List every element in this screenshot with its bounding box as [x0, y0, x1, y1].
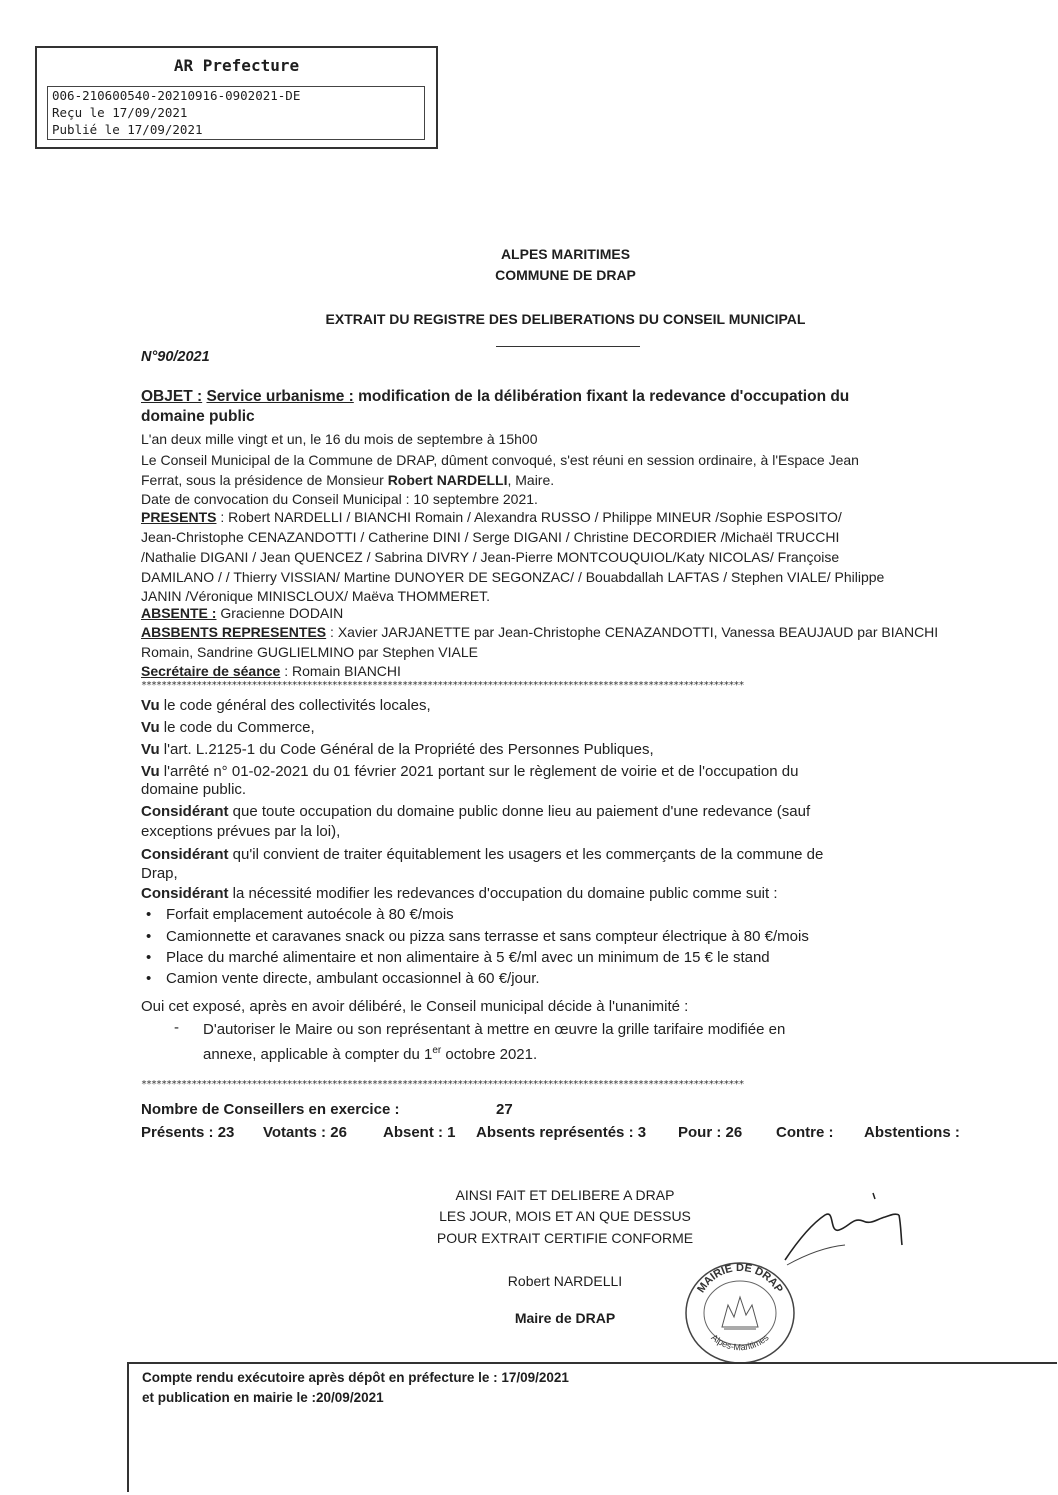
considerant-text-3: la nécessité modifier les redevances d'occupation du domaine public comme suit :: [228, 885, 778, 902]
vu-line-4: [141, 762, 798, 782]
list-item: [146, 948, 770, 968]
list-item: [146, 969, 540, 989]
considerant-keyword: Considérant: [141, 885, 229, 902]
svg-text:Alpes-Maritimes: Alpes-Maritimes: [709, 1332, 771, 1353]
vu-keyword: Vu: [141, 741, 160, 758]
vu-text-3: l'art. L.2125-1 du Code Général de la Propriété des Personnes Publiques,: [159, 741, 654, 758]
bullet-icon: •: [146, 928, 152, 945]
commune: COMMUNE DE DRAP: [495, 267, 636, 283]
absents-representes-line-1: [141, 622, 938, 642]
vu-text-1: le code général des collectivités locales,: [159, 697, 431, 714]
considerant-3: [141, 884, 778, 904]
ar-prefecture-stamp: [35, 46, 438, 149]
presents-line-4: DAMILANO / / Thierry VISSIAN/ Martine DUNOYER DE SEGONZAC/ / Bouabdallah LAFTAS / Stephen VIALE/ Philippe: [141, 569, 885, 585]
meeting-date: L'an deux mille vingt et un, le 16 du mois de septembre à 15h00: [141, 431, 538, 447]
register-title: EXTRAIT DU REGISTRE DES DELIBERATIONS DU CONSEIL MUNICIPAL: [325, 311, 806, 327]
absents-representes-label: ABSBENTS REPRESENTES: [141, 624, 327, 640]
presents-label: PRESENTS: [141, 509, 217, 525]
vu-text-2: le code du Commerce,: [159, 719, 315, 736]
votes-pour: Pour : 26: [678, 1124, 743, 1141]
stamp-title: AR Prefecture: [173, 56, 300, 75]
objet-text-continued: domaine public: [141, 408, 255, 425]
presents-line-3: /Nathalie DIGANI / Jean QUENCEZ / Sabrina DIVRY / Jean-Pierre MONTCOUQUIOL/Katy NICOLAS/ Françoise: [141, 549, 840, 565]
stamp-received: Reçu le 17/09/2021: [52, 105, 188, 120]
list-item: [146, 927, 809, 947]
tarif-text: Camionnette et caravanes snack ou pizza sans terrasse et sans compteur électrique à 80 €/mois: [166, 928, 809, 945]
vu-keyword: Vu: [141, 719, 160, 736]
decision-line-2: [203, 1041, 537, 1065]
vu-keyword: Vu: [141, 697, 160, 714]
signatory-name: Robert NARDELLI: [507, 1273, 623, 1289]
vu-line-3: [141, 740, 654, 760]
presents-line-1: [141, 507, 842, 527]
votes-contre: Contre :: [776, 1124, 834, 1141]
decision-date: octobre 2021.: [441, 1046, 538, 1063]
decision-dash: -: [174, 1019, 179, 1036]
signature-line-2: LES JOUR, MOIS ET AN QUE DESSUS: [439, 1208, 691, 1224]
absents-representes-line-2: Romain, Sandrine GUGLIELMINO par Stephen VIALE: [141, 644, 478, 660]
votes-absent: Absent : 1: [383, 1124, 456, 1141]
footer-box: [127, 1362, 1057, 1492]
considerant-2: [141, 845, 823, 865]
signatory-title: Maire de DRAP: [514, 1310, 616, 1326]
tarif-text: Place du marché alimentaire et non alimentaire à 5 €/ml avec un minimum de 15 € le stand: [166, 949, 770, 966]
bullet-icon: •: [146, 949, 152, 966]
presidency-text: Ferrat, sous la présidence de Monsieur: [141, 472, 388, 488]
bullet-icon: •: [146, 906, 152, 923]
conseillers-value: 27: [496, 1101, 513, 1118]
convocation-date: Date de convocation du Conseil Municipal : 10 septembre 2021.: [141, 491, 538, 507]
vu-text-4: l'arrêté n° 01-02-2021 du 01 février 2021 portant sur le règlement de voirie et de l'occupation du: [159, 763, 799, 780]
presidency-suffix: , Maire.: [507, 472, 555, 488]
considerant-1: [141, 802, 810, 822]
title-divider: [496, 346, 640, 347]
vu-keyword: Vu: [141, 763, 160, 780]
department: ALPES MARITIMES: [500, 246, 631, 262]
footer-line-1: Compte rendu exécutoire après dépôt en préfecture le : 17/09/2021: [142, 1370, 569, 1385]
considerant-text-2: qu'il convient de traiter équitablement les usagers et les commerçants de la commune de: [228, 846, 824, 863]
secretaire-label: Secrétaire de séance: [141, 663, 281, 679]
deliberation-number: N°90/2021: [141, 349, 210, 365]
considerant-2-continued: Drap,: [141, 865, 178, 882]
tarif-text: Camion vente directe, ambulant occasionnel à 60 €/jour.: [166, 970, 540, 987]
absente: [141, 603, 343, 623]
signature-line-1: AINSI FAIT ET DELIBERE A DRAP: [455, 1187, 675, 1203]
conseillers-label: Nombre de Conseillers en exercice :: [141, 1101, 400, 1118]
mairie-seal: [680, 1255, 800, 1367]
secretaire: [141, 661, 401, 681]
stamp-details: [47, 86, 425, 140]
separator-bottom: ************************************************************************************************************************: [141, 1079, 744, 1090]
votes-abstentions: Abstentions :: [864, 1124, 960, 1141]
vu-line-4-continued: domaine public.: [141, 781, 247, 798]
presents-line-2: Jean-Christophe CENAZANDOTTI / Catherine DINI / Serge DIGANI / Christine DECORDIER /Michaël TRUCCHI: [141, 529, 840, 545]
objet: [141, 387, 849, 407]
footer-line-2: et publication en mairie le :20/09/2021: [142, 1390, 384, 1405]
objet-text: modification de la délibération fixant la redevance d'occupation du: [358, 388, 850, 405]
decision-superscript: er: [432, 1045, 442, 1056]
presents-line-5: JANIN /Véronique MINISCLOUX/ Maëva THOMMERET.: [141, 588, 491, 604]
votes-presents: Présents : 23: [141, 1124, 235, 1141]
stamp-published: Publié le 17/09/2021: [52, 122, 203, 137]
meeting-convocation: Le Conseil Municipal de la Commune de DRAP, dûment convoqué, s'est réuni en session ordinaire, à l'Espace Jean: [141, 452, 859, 468]
meeting-presidency: [141, 470, 554, 490]
considerant-keyword: Considérant: [141, 846, 229, 863]
vu-line-1: [141, 696, 431, 716]
tarif-text: Forfait emplacement autoécole à 80 €/mois: [166, 906, 454, 923]
bullet-icon: •: [146, 970, 152, 987]
decision-line-1: D'autoriser le Maire ou son représentant à mettre en œuvre la grille tarifaire modifiée en: [203, 1021, 786, 1038]
considerant-1-continued: exceptions prévues par la loi),: [141, 823, 341, 840]
separator-top: ************************************************************************************************************************: [141, 680, 744, 691]
considerant-keyword: Considérant: [141, 803, 229, 820]
objet-label: OBJET :: [141, 388, 203, 405]
stamp-reference: 006-210600540-20210916-0902021-DE: [52, 88, 301, 103]
objet-service: Service urbanisme :: [206, 388, 354, 405]
absente-label: ABSENTE :: [141, 605, 217, 621]
svg-text:MAIRIE DE DRAP: MAIRIE DE DRAP: [695, 1262, 785, 1296]
decision-intro: Oui cet exposé, après en avoir délibéré, le Conseil municipal décide à l'unanimité :: [141, 998, 689, 1015]
votes-absents-representes: Absents représentés : 3: [476, 1124, 647, 1141]
mayor-name: Robert NARDELLI: [387, 472, 508, 488]
list-item: [146, 905, 454, 925]
decision-text: annexe, applicable à compter du 1: [203, 1046, 433, 1063]
absents-representes-text: : Xavier JARJANETTE par Jean-Christophe CENAZANDOTTI, Vanessa BEAUJAUD par BIANCHI: [326, 624, 939, 640]
considerant-text-1: que toute occupation du domaine public donne lieu au paiement d'une redevance (sauf: [228, 803, 811, 820]
votes-votants: Votants : 26: [263, 1124, 347, 1141]
presents-text: : Robert NARDELLI / BIANCHI Romain / Alexandra RUSSO / Philippe MINEUR /Sophie ESPOSITO/: [216, 509, 842, 525]
vu-line-2: [141, 718, 315, 738]
absente-text: Gracienne DODAIN: [216, 605, 344, 621]
secretaire-text: : Romain BIANCHI: [280, 663, 401, 679]
signature-line-3: POUR EXTRAIT CERTIFIE CONFORME: [436, 1230, 694, 1246]
